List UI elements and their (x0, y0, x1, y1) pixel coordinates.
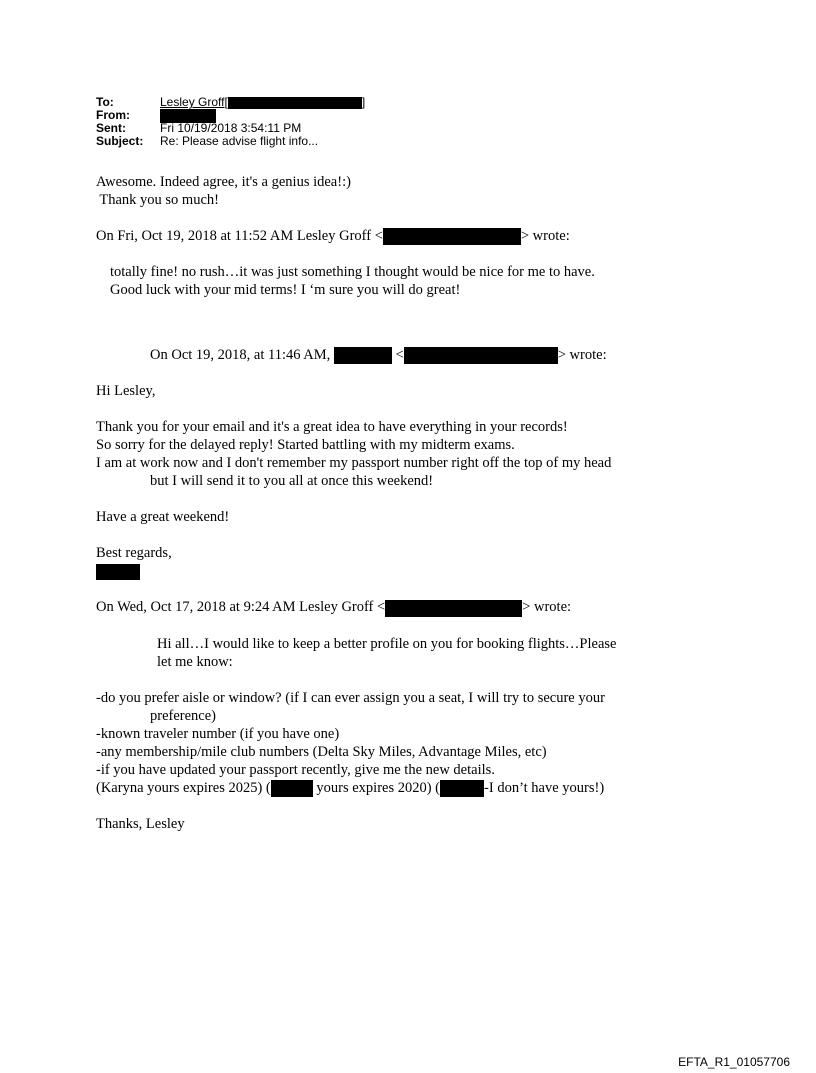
weekend-line: Have a great weekend! (96, 509, 230, 526)
to-name: Lesley Groff (160, 95, 225, 109)
list-item-membership: -any membership/mile club numbers (Delta Sky Miles, Advantage Miles, etc) (96, 743, 547, 760)
redaction-email-2 (404, 347, 558, 364)
sent-value: Fri 10/19/2018 3:54:11 PM (160, 121, 302, 135)
list-item-seat-cont: preference) (150, 707, 216, 724)
quote2-line-3: I am at work now and I don't remember my passport number right off the top of my head (96, 455, 612, 472)
reply-line-2: Thank you so much! (96, 192, 219, 208)
email-header (96, 96, 365, 148)
to-value (160, 96, 365, 109)
redaction-to-email (228, 97, 362, 109)
sent-label: Sent: (96, 121, 126, 135)
subject-value: Re: Please advise flight info... (160, 134, 319, 148)
redaction-email-1 (383, 228, 521, 245)
subject-row (96, 135, 365, 148)
quote3-intro-2: let me know: (157, 653, 233, 670)
quote-header-2: On Oct 19, 2018, at 11:46 AM, < > wrote: (150, 347, 607, 364)
list-item-seat: -do you prefer aisle or window? (if I can ever assign you a seat, I will try to secure your (96, 689, 605, 706)
redaction-sender-name (334, 347, 392, 364)
to-label: To: (96, 95, 114, 109)
from-label: From: (96, 108, 130, 122)
document-id: EFTA_R1_01057706 (678, 1055, 790, 1069)
to-bracket-close: ] (361, 95, 366, 109)
closing-line: Best regards, (96, 545, 172, 562)
quote2-line-4: but I will send it to you all at once this weekend! (150, 473, 434, 490)
quote-header-1: On Fri, Oct 19, 2018 at 11:52 AM Lesley Groff < > wrote: (96, 228, 570, 244)
subject-label: Subject: (96, 134, 144, 148)
quote-header-3: On Wed, Oct 17, 2018 at 9:24 AM Lesley Groff < > wrote: (96, 599, 572, 616)
list-item-passport: -if you have updated your passport recently, give me the new details. (96, 761, 495, 778)
redaction-name-1 (271, 780, 313, 797)
redaction-signature (96, 564, 140, 580)
list-item-traveler: -known traveler number (if you have one) (96, 725, 340, 742)
quote3-intro-1: Hi all…I would like to keep a better profile on you for booking flights…Please (157, 635, 617, 652)
to-row (96, 96, 365, 109)
email-body (96, 173, 736, 833)
list-item-expiry: (Karyna yours expires 2025) ( yours expires 2020) ( -I don’t have yours!) (96, 779, 605, 796)
quote2-line-2: So sorry for the delayed reply! Started battling with my midterm exams. (96, 437, 515, 454)
greeting: Hi Lesley, (96, 383, 156, 400)
signoff: Thanks, Lesley (96, 815, 185, 832)
quote2-line-1: Thank you for your email and it's a great idea to have everything in your records! (96, 419, 568, 436)
redaction-name-2 (440, 780, 484, 797)
redaction-email-3 (385, 600, 522, 617)
to-bracket-open: [ (224, 95, 228, 109)
reply-line-1: Awesome. Indeed agree, it's a genius idea!:) (96, 174, 351, 190)
quote1-line-2: Good luck with your mid terms! I ‘m sure you will do great! (110, 282, 461, 299)
quote1-line-1: totally fine! no rush…it was just something I thought would be nice for me to have. (110, 264, 595, 281)
